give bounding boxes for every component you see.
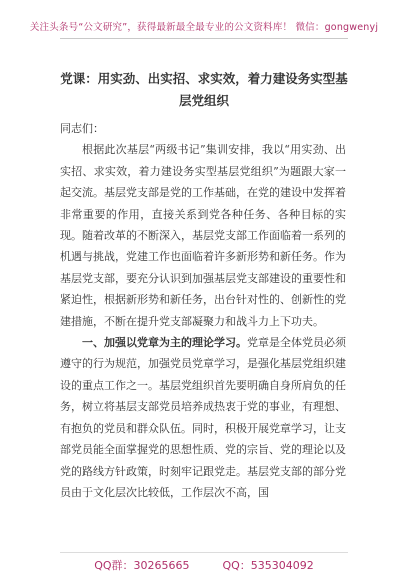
section-heading: 一、加强以党章为主的理论学习。	[82, 336, 247, 350]
header-divider	[60, 38, 348, 39]
document-title: 党课：用实劲、出实招、求实效，着力建设务实型基层党组织	[60, 71, 348, 108]
footer-divider	[60, 552, 348, 553]
section-paragraph	[60, 332, 346, 503]
header-note: 关注头条号“公文研究”，获得最新最全最专业的公文资料库！ 微信：gongwenyj	[29, 22, 379, 33]
footer-note: QQ群：30265665 QQ：535304092	[94, 559, 314, 572]
greeting: 同志们：	[60, 122, 104, 135]
paragraph: 根据此次基层“两级书记”集训安排，我以“用实劲、出实招、求实效，着力建设务实型基层党组织”为题跟大家一起交流。基层党支部是党的工作基础，在党的建设中发挥着非常重要的作用，直接关系到党各种任务、各种目标的实现。随着改革的不断深入，基层党支部工作面临着一系列的机遇与挑战，党建工作也面临着许多新形势和新任务。作为基层党支部，要充分认识到加强基层党支部建设的重要性和紧迫性，根据新形势和新任务，出台针对性的、创新性的党建措施，不断在提升党支部凝聚力和战斗力上下功夫。	[60, 143, 346, 328]
document-body	[60, 118, 346, 503]
section-text: 党章是全体党员必须遵守的行为规范，加强党员党章学习，是强化基层党组织建设的重点工作之一。基层党组织首先要明确自身所肩负的任务，树立将基层支部党员培养成热衷于党的事业，有理想、有抱负的党员和群众队伍。同时，积极开展党章学习，让支部党员能全面掌握党的思想性质、党的宗旨、党的理论以及党的路线方针政策，时刻牢记跟党走。基层党支部的部分党员由于文化层次比较低，工作层次不高，国	[60, 336, 346, 499]
